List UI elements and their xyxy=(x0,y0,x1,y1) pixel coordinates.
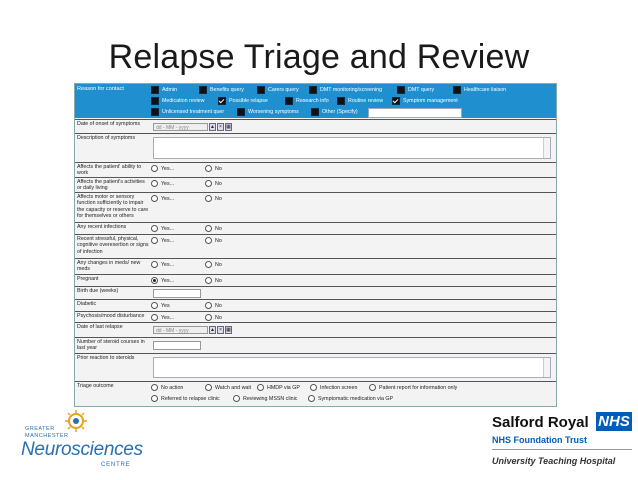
triage-no-action[interactable]: No action xyxy=(151,384,183,391)
row-meds xyxy=(75,258,556,275)
date-clear-icon[interactable]: × xyxy=(217,123,224,131)
activities-no[interactable]: No xyxy=(205,180,222,187)
radio-icon[interactable] xyxy=(205,277,212,284)
infections-no[interactable]: No xyxy=(205,225,222,232)
option-research-info[interactable]: Research info xyxy=(285,97,329,105)
ability-yes[interactable]: Yes... xyxy=(151,165,174,172)
checkbox-icon[interactable] xyxy=(257,86,265,94)
motor-no[interactable]: No xyxy=(205,195,222,202)
logo-salford-royal: Salford Royal xyxy=(492,414,589,431)
row-activities xyxy=(75,177,556,193)
row-birth xyxy=(75,286,556,300)
last-relapse-date-input[interactable]: dd - MM - yyyy xyxy=(153,326,208,334)
prior-reaction-label: Prior reaction to steroids xyxy=(77,355,135,361)
meds-no[interactable]: No xyxy=(205,261,222,268)
scrollbar[interactable] xyxy=(543,138,550,158)
option-unlicensed-treatment[interactable]: Unlicensed treatment quer xyxy=(151,108,224,116)
row-triage xyxy=(75,381,556,407)
infections-label: Any recent infections xyxy=(77,224,127,230)
reason-for-contact-section xyxy=(75,84,556,118)
meds-yes[interactable]: Yes... xyxy=(151,261,174,268)
motor-yes[interactable]: Yes... xyxy=(151,195,174,202)
stress-yes[interactable]: Yes... xyxy=(151,237,174,244)
relapse-triage-form xyxy=(74,83,557,407)
triage-watch-wait[interactable]: Watch and wait xyxy=(205,384,251,391)
radio-icon[interactable] xyxy=(205,195,212,202)
activities-label: Affects the patient's activities or daily living xyxy=(77,179,145,192)
radio-icon[interactable] xyxy=(151,225,158,232)
radio-icon[interactable] xyxy=(151,165,158,172)
logo-manchester: MANCHESTER xyxy=(25,433,69,439)
radio-icon[interactable] xyxy=(205,314,212,321)
other-specify-input[interactable] xyxy=(368,108,462,118)
radio-icon[interactable] xyxy=(308,395,315,402)
meds-label: Any changes in meds/ new meds xyxy=(77,260,141,273)
neurosciences-centre-logo xyxy=(17,405,147,475)
checkbox-icon[interactable] xyxy=(309,86,317,94)
radio-icon[interactable] xyxy=(205,225,212,232)
radio-icon[interactable] xyxy=(257,384,264,391)
radio-icon[interactable] xyxy=(151,180,158,187)
option-carers-query[interactable]: Carers query xyxy=(257,86,299,94)
radio-icon[interactable] xyxy=(151,395,158,402)
date-up-icon[interactable]: ▲ xyxy=(210,327,215,333)
checkbox-icon[interactable] xyxy=(237,108,245,116)
stress-no[interactable]: No xyxy=(205,237,222,244)
onset-label: Date of onset of symptoms xyxy=(77,121,141,127)
radio-icon[interactable] xyxy=(151,302,158,309)
psychosis-label: Psychosis/mood disturbance xyxy=(77,313,145,319)
pregnant-yes[interactable]: Yes... xyxy=(151,277,174,284)
birth-weeks-input[interactable] xyxy=(153,289,201,298)
option-benefits-query[interactable]: Benefits query xyxy=(199,86,244,94)
triage-mssn-clinic[interactable]: Reviewing MSSN clinic xyxy=(233,395,297,402)
date-clear-icon[interactable]: × xyxy=(217,326,224,334)
triage-hmdp-gp[interactable]: HMDP via GP xyxy=(257,384,300,391)
psychosis-yes[interactable]: Yes... xyxy=(151,314,174,321)
row-onset xyxy=(75,119,556,134)
option-dmt-monitoring[interactable]: DMT monitoring/screening xyxy=(309,86,382,94)
onset-date-input[interactable]: dd - MM - yyyy xyxy=(153,123,208,131)
checkbox-checked-icon[interactable] xyxy=(392,97,400,105)
radio-icon[interactable] xyxy=(310,384,317,391)
radio-icon[interactable] xyxy=(369,384,376,391)
checkbox-icon[interactable] xyxy=(337,97,345,105)
triage-patient-report[interactable]: Patient report for information only xyxy=(369,384,457,391)
salford-royal-logo xyxy=(488,412,634,474)
activities-yes[interactable]: Yes... xyxy=(151,180,174,187)
checkbox-icon[interactable] xyxy=(151,97,159,105)
option-symptom-management[interactable]: Symptom management xyxy=(392,97,458,105)
calendar-icon[interactable]: ▦ xyxy=(226,327,231,333)
checkbox-icon[interactable] xyxy=(199,86,207,94)
radio-selected-icon[interactable] xyxy=(151,277,158,284)
option-routine-review[interactable]: Routine review xyxy=(337,97,383,105)
prior-reaction-textarea[interactable] xyxy=(153,357,551,378)
psychosis-no[interactable]: No xyxy=(205,314,222,321)
checkbox-icon[interactable] xyxy=(151,108,159,116)
description-textarea[interactable] xyxy=(153,137,551,159)
radio-icon[interactable] xyxy=(151,314,158,321)
checkbox-icon[interactable] xyxy=(397,86,405,94)
radio-icon[interactable] xyxy=(151,195,158,202)
steroid-courses-label: Number of steroid courses in last year xyxy=(77,339,145,352)
diabetic-no[interactable]: No xyxy=(205,302,222,309)
logo-neurosciences: Neurosciences xyxy=(21,439,143,460)
date-up-icon[interactable]: ▲ xyxy=(210,124,215,130)
triage-symptomatic-medication[interactable]: Symptomatic medication via GP xyxy=(308,395,393,402)
row-steroid-courses xyxy=(75,337,556,354)
radio-icon[interactable] xyxy=(151,384,158,391)
row-last-relapse xyxy=(75,322,556,338)
logo-centre: CENTRE xyxy=(101,462,131,468)
last-relapse-label: Date of last relapse xyxy=(77,324,123,330)
infections-yes[interactable]: Yes... xyxy=(151,225,174,232)
motor-label: Affects motor or sensory function sufficiently to impair the capacity or reserve to care for themselves or others xyxy=(77,194,149,219)
option-worsening-symptoms[interactable]: Worsening symptoms xyxy=(237,108,299,116)
logo-greater: GREATER xyxy=(25,426,55,432)
description-label: Description of symptoms xyxy=(77,135,135,141)
pregnant-label: Pregnant xyxy=(77,276,99,282)
radio-icon[interactable] xyxy=(205,180,212,187)
triage-relapse-clinic[interactable]: Referred to relapse clinic xyxy=(151,395,220,402)
radio-icon[interactable] xyxy=(205,302,212,309)
triage-label: Triage outcome xyxy=(77,383,114,389)
pregnant-no[interactable]: No xyxy=(205,277,222,284)
checkbox-checked-icon[interactable] xyxy=(218,97,226,105)
row-stress xyxy=(75,234,556,259)
checkbox-icon[interactable] xyxy=(453,86,461,94)
option-other-specify[interactable]: Other (Specify) xyxy=(311,108,358,116)
birth-label: Birth due (weeks) xyxy=(77,288,119,294)
diabetic-yes[interactable]: Yes xyxy=(151,302,170,309)
radio-icon[interactable] xyxy=(205,261,212,268)
stress-label: Recent stressful, physical, cognitive overexertion or signs of infection xyxy=(77,236,149,255)
radio-icon[interactable] xyxy=(151,237,158,244)
triage-infection-screen[interactable]: Infection screen xyxy=(310,384,357,391)
steroid-courses-input[interactable] xyxy=(153,341,201,350)
logo-hospital: University Teaching Hospital xyxy=(492,456,616,466)
option-medication-review[interactable]: Medication review xyxy=(151,97,204,105)
radio-icon[interactable] xyxy=(205,237,212,244)
scrollbar[interactable] xyxy=(543,358,550,377)
option-possible-relapse[interactable]: Possible relapse xyxy=(218,97,268,105)
radio-icon[interactable] xyxy=(151,261,158,268)
ability-no[interactable]: No xyxy=(205,165,222,172)
slide-title: Relapse Triage and Review xyxy=(108,38,530,76)
option-healthcare-liaison[interactable]: Healthcare liaison xyxy=(453,86,506,94)
row-prior-reaction xyxy=(75,353,556,382)
logo-trust: NHS Foundation Trust xyxy=(492,435,587,445)
checkbox-icon[interactable] xyxy=(311,108,319,116)
radio-icon[interactable] xyxy=(205,165,212,172)
logo-divider xyxy=(492,449,632,450)
checkbox-icon[interactable] xyxy=(151,86,159,94)
row-motor xyxy=(75,192,556,223)
row-description xyxy=(75,133,556,163)
option-admin[interactable]: Admin xyxy=(151,86,177,94)
radio-icon[interactable] xyxy=(205,384,212,391)
diabetic-label: Diabetic xyxy=(77,301,97,307)
checkbox-icon[interactable] xyxy=(285,97,293,105)
ability-label: Affects the patient' ability to work xyxy=(77,164,142,177)
option-dmt-query[interactable]: DMT query xyxy=(397,86,434,94)
calendar-icon[interactable]: ▦ xyxy=(226,124,231,130)
nhs-badge: NHS xyxy=(596,412,632,431)
reason-for-contact-label: Reason for contact xyxy=(77,86,124,92)
radio-icon[interactable] xyxy=(233,395,240,402)
row-ability xyxy=(75,162,556,178)
